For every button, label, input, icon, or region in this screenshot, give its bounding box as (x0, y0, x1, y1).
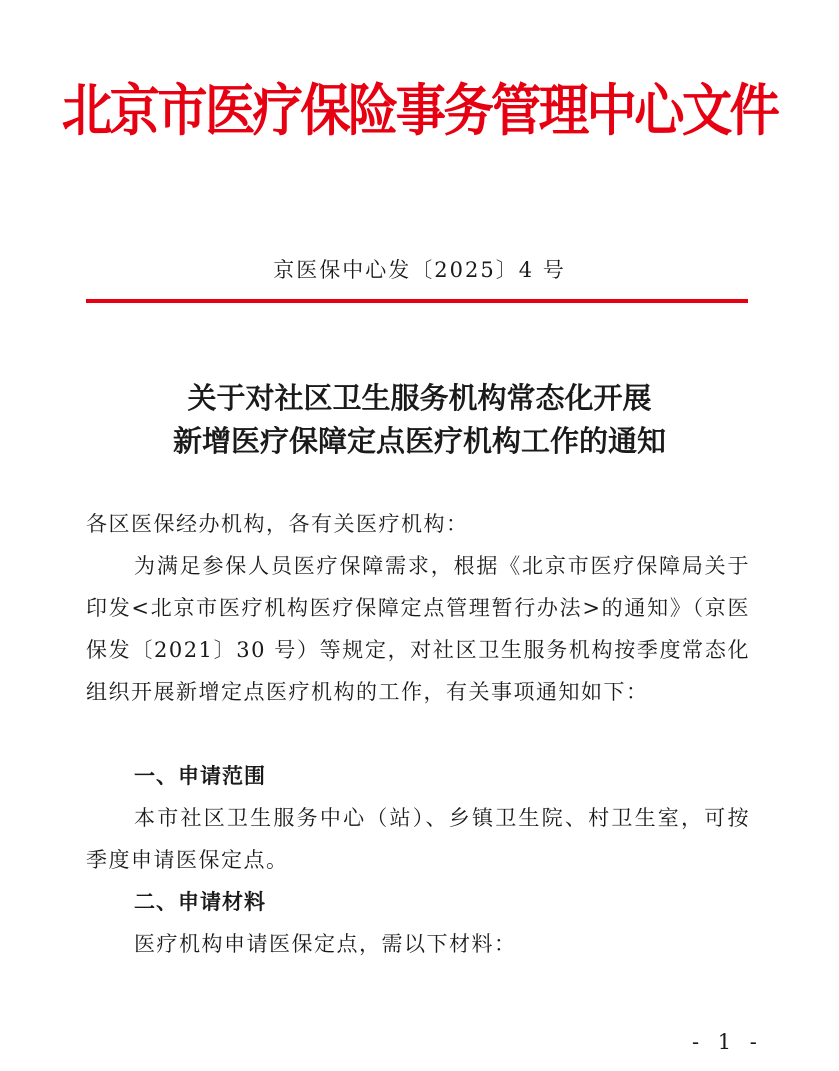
notice-title-line-2: 新增医疗保障定点医疗机构工作的通知 (172, 424, 666, 458)
red-divider-line (86, 299, 748, 303)
intro-paragraph: 为满足参保人员医疗保障需求，根据《北京市医疗保障局关于印发<北京市医疗机构医疗保障定点管理暂行办法>的通知》（京医保发〔2021〕30 号）等规定，对社区卫生服务机构按季度常态化组织开展新增定点医疗机构的工作，有关事项通知如下： (86, 554, 750, 704)
section-1-paragraph: 本市社区卫生服务中心（站）、乡镇卫生院、村卫生室，可按季度申请医保定点。 (86, 806, 750, 872)
document-number: 京医保中心发〔2025〕4 号 (273, 258, 566, 282)
notice-title-line-1: 关于对社区卫生服务机构常态化开展 (187, 381, 652, 415)
salutation: 各区医保经办机构，各有关医疗机构： (86, 512, 469, 536)
page-number: - 1 - (692, 1030, 763, 1054)
section-2-heading: 二、申请材料 (134, 890, 266, 914)
section-2-paragraph: 医疗机构申请医保定点，需以下材料： (134, 932, 517, 956)
section-1-heading: 一、申请范围 (134, 764, 266, 788)
document-header-title: 北京市医疗保险事务管理中心文件 (61, 78, 778, 144)
